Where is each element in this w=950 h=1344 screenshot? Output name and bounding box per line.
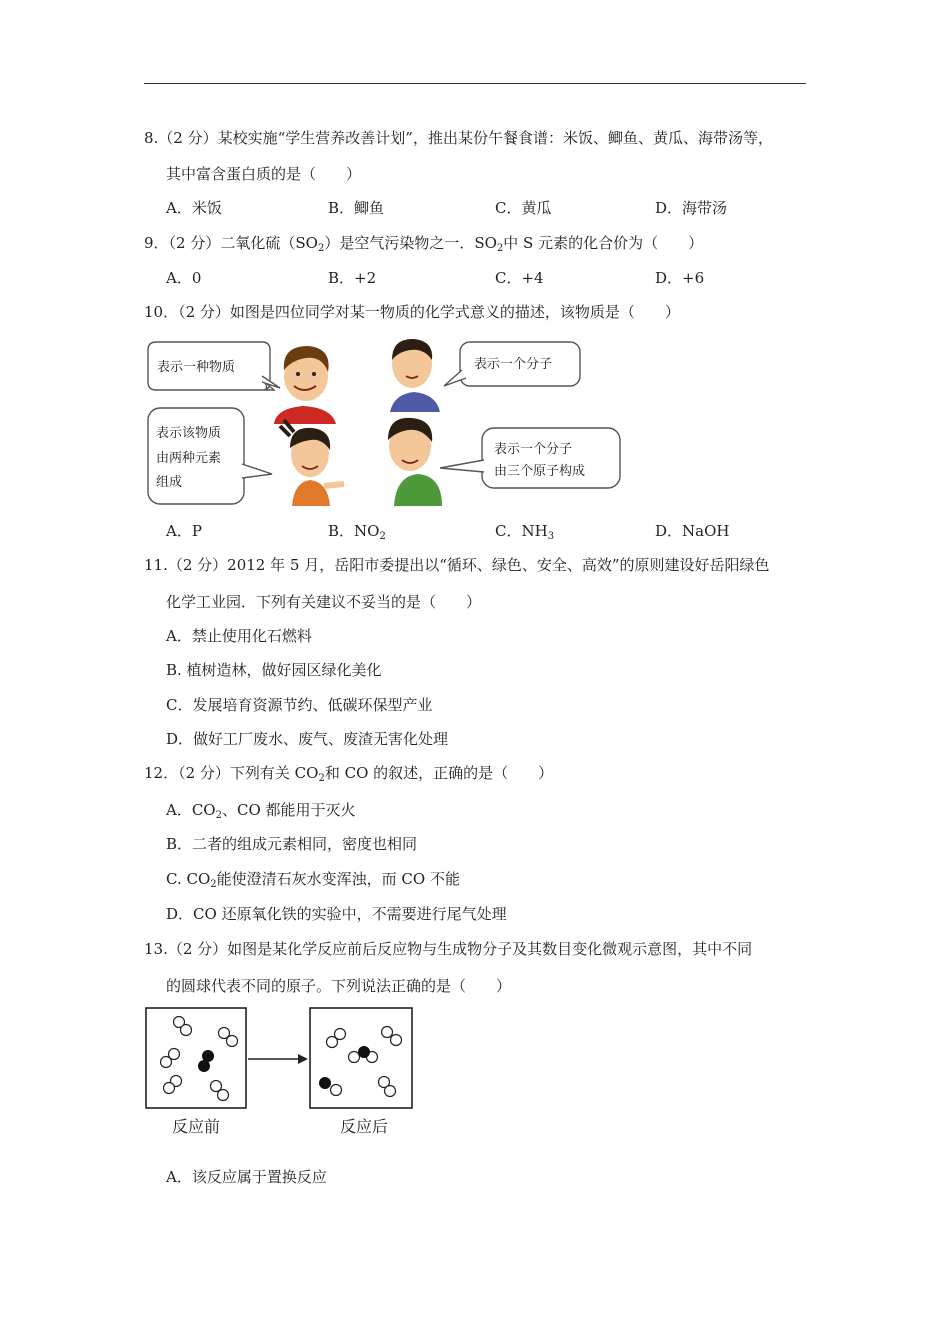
caption-before: 反应前 (172, 1117, 221, 1136)
q13-stem-line1: 13.（2 分）如图是某化学反应前后反应物与生成物分子及其数目变化微观示意图，其中不同 (144, 940, 753, 958)
q9-option-a[interactable]: A．0 (166, 269, 202, 287)
q8-option-b[interactable]: B．鲫鱼 (328, 199, 385, 217)
student-girl-icon (280, 420, 344, 506)
q8-stem-line2: 其中富含蛋白质的是（ ） (166, 165, 362, 183)
q9-option-c[interactable]: C．+4 (495, 269, 544, 287)
q10-stem: 10．（2 分）如图是四位同学对某一物质的化学式意义的描述，该物质是（ ） (144, 303, 680, 321)
before-box (146, 1008, 246, 1108)
bubble-4-line2: 由三个原子构成 (494, 464, 586, 479)
speech-bubble-1 (148, 342, 280, 390)
q10-option-c[interactable]: C．$NH_3$ (495, 522, 555, 542)
q8-stem-line1: 8.（2 分）某校实施“学生营养改善计划”，推出某份午餐食谱：米饭、鲫鱼、黄瓜、海带汤等， (144, 129, 773, 147)
q12-option-d[interactable]: D．CO 还原氧化铁的实验中，不需要进行尾气处理 (166, 905, 507, 923)
speech-bubble-2 (444, 342, 580, 386)
q11-option-a[interactable]: A．禁止使用化石燃料 (166, 627, 312, 645)
q13-reaction-figure (144, 1006, 416, 1140)
bubble-4-line1: 表示一个分子 (494, 442, 573, 457)
q11-option-c[interactable]: C．发展培育资源节约、低碳环保型产业 (166, 696, 433, 714)
q11-option-b[interactable]: B. 植树造林，做好园区绿化美化 (166, 661, 382, 679)
bubble-2-text: 表示一个分子 (474, 357, 553, 372)
q10-option-a[interactable]: A．P (166, 522, 202, 540)
q13-stem-line2: 的圆球代表不同的原子。下列说法正确的是（ ） (166, 977, 512, 995)
speech-bubble-4 (440, 428, 620, 488)
caption-after: 反应后 (340, 1117, 389, 1136)
q12-stem: 12．（2 分）下列有关 $CO_2$和 CO 的叙述，正确的是（ ） (144, 764, 554, 784)
q11-option-d[interactable]: D．做好工厂废水、废气、废渣无害化处理 (166, 730, 449, 748)
bubble-3-line1: 表示该物质 (156, 426, 222, 441)
q9-option-d[interactable]: D．+6 (655, 269, 705, 287)
student-boy-1-icon (274, 346, 336, 424)
q12-option-b[interactable]: B．二者的组成元素相同，密度也相同 (166, 835, 418, 853)
reaction-arrow-icon (248, 1054, 308, 1064)
header-rule (144, 83, 806, 84)
student-boy-2-icon (390, 339, 440, 412)
q8-option-c[interactable]: C．黄瓜 (495, 199, 552, 217)
q10-figure (144, 336, 634, 512)
q8-option-d[interactable]: D．海带汤 (655, 199, 728, 217)
q11-stem-line1: 11.（2 分）2012 年 5 月，岳阳市委提出以“循环、绿色、安全、高效”的原则建设好岳阳绿色 (144, 556, 770, 574)
q9-stem: 9．（2 分）二氧化硫$(SO_2)$是空气污染物之一．$SO_2$中 S 元素的化合价为（ ） (144, 234, 704, 254)
student-boy-3-icon (388, 418, 442, 506)
bubble-1-text: 表示一种物质 (157, 360, 236, 375)
bubble-3-line2: 由两种元素 (156, 451, 222, 466)
q10-option-b[interactable]: B．$NO_2$ (328, 522, 386, 542)
q9-option-b[interactable]: B．+2 (328, 269, 377, 287)
q12-option-a[interactable]: A．$CO_2$、CO 都能用于灭火 (166, 801, 356, 821)
q11-stem-line2: 化学工业园．下列有关建议不妥当的是（ ） (166, 593, 482, 611)
q8-option-a[interactable]: A．米饭 (166, 199, 222, 217)
q10-option-d[interactable]: D．NaOH (655, 522, 730, 540)
after-box (310, 1008, 412, 1108)
q12-option-c[interactable]: C. $CO_2$能使澄清石灰水变浑浊，而 CO 不能 (166, 870, 460, 890)
speech-bubble-3 (148, 408, 272, 504)
q13-option-a[interactable]: A．该反应属于置换反应 (166, 1168, 327, 1186)
bubble-3-line3: 组成 (156, 475, 183, 490)
